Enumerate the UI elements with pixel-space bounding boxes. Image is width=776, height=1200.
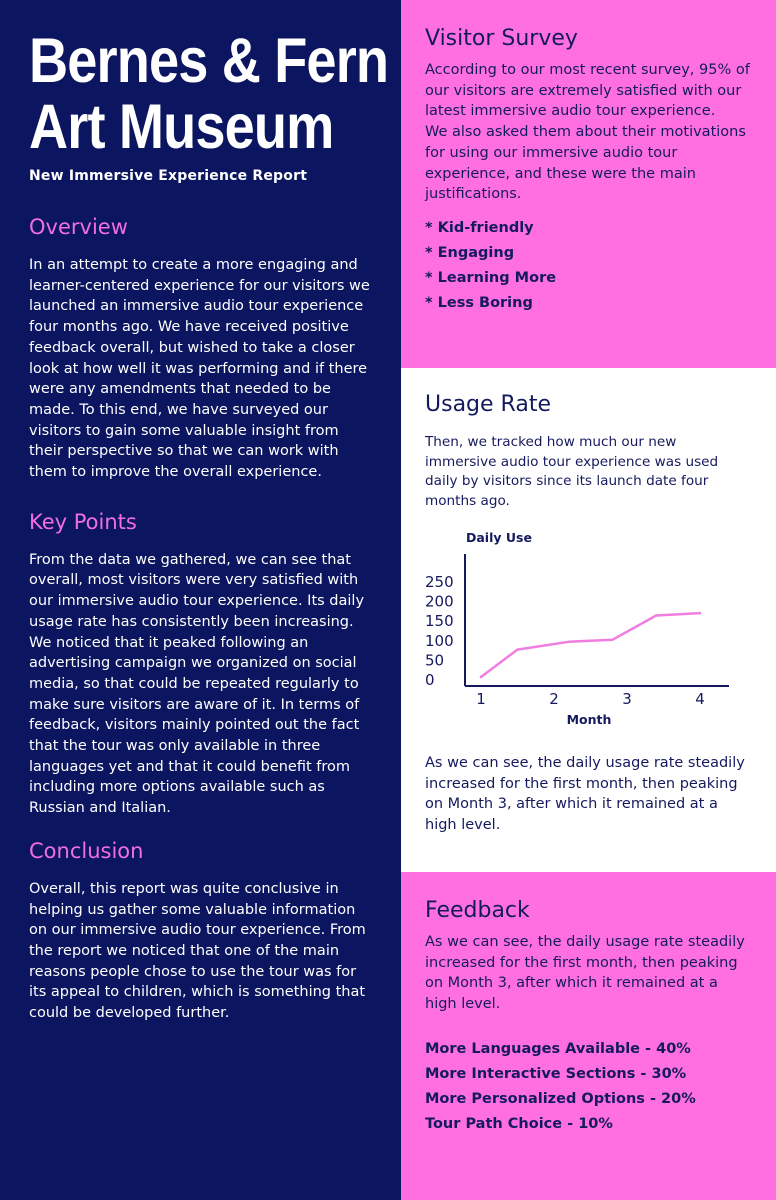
- conclusion-text: Overall, this report was quite conclusive in helping us gather some valuable information on our immersive audio tour experience. From the report we noticed that one of the main reasons people chose to use the tour was for its appeal to children, which is something that could be developed further.: [29, 880, 366, 1022]
- list-item: Tour Path Choice - 10%: [425, 1115, 613, 1132]
- y-tick-label: 150: [425, 612, 454, 631]
- museum-title: [29, 26, 389, 162]
- usage-after-text: As we can see, the daily usage rate steadily increased for the first month, then peaking on Month 3, after which it remained at a high level.: [425, 755, 745, 834]
- key-points-text: From the data we gathered, we can see that overall, most visitors were very satisfied with our immersive audio tour experience. Its daily usage rate has consistently been increasing. We noticed that it peaked following an advertising campaign we organized on social media, so that could be repeated regularly to make sure visitors are aware of it. In terms of feedback, visitors mainly pointed out the fact that the tour was only available in three languages yet and that it could benefit from including more options available such as Russian and Italian.: [29, 551, 365, 817]
- y-tick-label: 50: [425, 651, 445, 670]
- list-item: * Learning More: [425, 269, 557, 286]
- list-item: * Less Boring: [425, 294, 533, 311]
- title-line-2: Art Museum: [29, 92, 334, 162]
- visitor-survey-heading: Visitor Survey: [425, 26, 578, 51]
- feedback-text: As we can see, the daily usage rate steadily increased for the first month, then peaking on Month 3, after which it remained at a high level.: [425, 934, 745, 1013]
- data-point: [516, 648, 518, 650]
- y-tick-label: 0: [425, 671, 435, 689]
- data-point: [699, 612, 701, 614]
- usage-rate-panel: [401, 368, 776, 872]
- chart-svg: [425, 529, 752, 749]
- list-item: More Languages Available - 40%: [425, 1040, 691, 1057]
- usage-rate-heading: Usage Rate: [425, 392, 551, 417]
- visitor-survey-panel: [401, 0, 776, 368]
- overview-heading: Overview: [29, 215, 128, 239]
- x-tick-label: 4: [695, 690, 705, 708]
- x-tick-label: 2: [549, 690, 559, 708]
- list-item: More Interactive Sections - 30%: [425, 1065, 687, 1082]
- x-tick-label: 3: [622, 690, 632, 708]
- survey-text-2: We also asked them about their motivations for using our immersive audio tour experience, and these were the main justifications.: [425, 124, 746, 203]
- survey-text-1: According to our most recent survey, 95% of our visitors are extremely satisfied with our latest immersive audio tour experience.: [425, 62, 750, 120]
- data-point: [655, 614, 657, 616]
- x-axis-label: Month: [566, 712, 612, 727]
- y-tick-labels: [425, 573, 454, 689]
- data-point: [611, 639, 613, 641]
- list-item: * Kid-friendly: [425, 219, 534, 236]
- data-point: [480, 676, 482, 678]
- report-subtitle: New Immersive Experience Report: [29, 168, 308, 184]
- data-point: [567, 641, 569, 643]
- chart-title: Daily Use: [466, 530, 532, 545]
- x-tick-label: 1: [476, 690, 486, 708]
- conclusion-heading: Conclusion: [29, 838, 144, 863]
- list-item: * Engaging: [425, 244, 515, 261]
- key-points-heading: Key Points: [29, 509, 137, 534]
- motivation-list: [425, 216, 752, 316]
- usage-text: Then, we tracked how much our new immersive audio tour experience was used daily by visitors since its launch date four months ago.: [425, 434, 719, 509]
- daily-use-chart: [425, 529, 752, 749]
- feedback-heading: Feedback: [425, 898, 530, 923]
- data-points: [480, 612, 701, 678]
- list-item: More Personalized Options - 20%: [425, 1090, 696, 1107]
- title-line-1: Bernes & Fern: [29, 26, 389, 96]
- overview-text: In an attempt to create a more engaging and learner-centered experience for our visitors we launched an immersive audio tour experience four months ago. We have received positive feedback overall, but wished to take a closer look at how well it was performing and if there were any amendments that needed to be made. To this end, we have surveyed our visitors to gain some valuable insight from their perspective so that we can work with them to improve the overall experience.: [29, 257, 370, 481]
- x-tick-labels: [476, 690, 705, 708]
- daily-use-line: [481, 613, 700, 677]
- y-tick-label: 100: [425, 631, 454, 650]
- y-tick-label: 200: [425, 592, 454, 611]
- survey-text: [425, 60, 752, 205]
- feedback-panel: [401, 872, 776, 1200]
- feedback-list: [425, 1037, 752, 1137]
- y-tick-label: 250: [425, 573, 454, 591]
